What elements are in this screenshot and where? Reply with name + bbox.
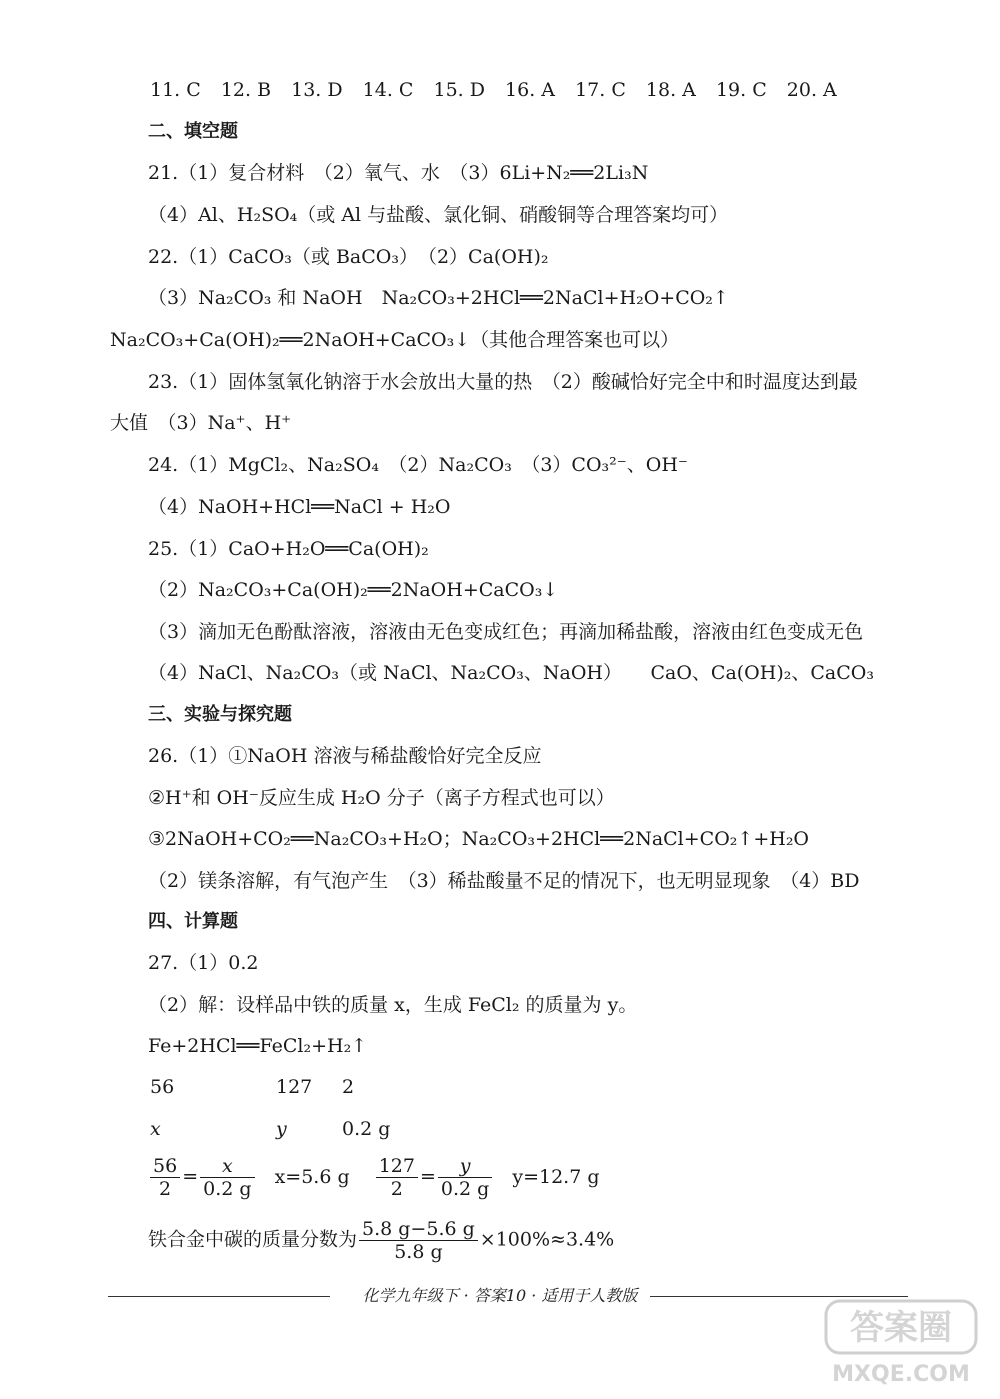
carbon-fraction-label: 铁合金中碳的质量分数为 <box>148 1228 358 1251</box>
molar-mass-fecl2: 127 <box>276 1076 313 1098</box>
answer-line-22c: Na₂CO₃+Ca(OH)₂══2NaOH+CaCO₃↓（其他合理答案也可以） <box>110 329 680 351</box>
equals-sign: = <box>182 1165 199 1188</box>
unknown-x: x <box>150 1118 161 1140</box>
answer-line-27b: （2）解：设样品中铁的质量 x，生成 FeCl₂ 的质量为 y。 <box>148 994 638 1016</box>
answer-line-26a: 26.（1）①NaOH 溶液与稀盐酸恰好完全反应 <box>148 745 542 767</box>
unknown-y: y <box>276 1118 287 1140</box>
answer-line-27a: 27.（1）0.2 <box>148 952 259 974</box>
fraction-numerator: 56 <box>150 1155 180 1178</box>
answer-line-22a: 22.（1）CaCO₃（或 BaCO₃） （2）Ca(OH)₂ <box>148 246 549 268</box>
fraction-denominator: 5.8 g <box>394 1241 443 1263</box>
mc-answer: 15. D <box>433 79 485 101</box>
watermark-url: MXQE.COM <box>832 1362 970 1387</box>
section-heading-calc: 四、计算题 <box>148 911 238 932</box>
answer-line-25c: （3）滴加无色酚酞溶液，溶液由无色变成红色；再滴加稀盐酸，溶液由红色变成无色 <box>148 621 864 643</box>
answer-line-24a: 24.（1）MgCl₂、Na₂SO₄ （2）Na₂CO₃ （3）CO₃²⁻、OH⁻ <box>148 454 688 476</box>
section-heading-experiment: 三、实验与探究题 <box>148 704 292 725</box>
answer-line-22b: （3）Na₂CO₃ 和 NaOH Na₂CO₃+2HCl══2NaCl+H₂O+CO₂↑ <box>148 287 729 309</box>
answer-line-26b: ②H⁺和 OH⁻反应生成 H₂O 分子（离子方程式也可以） <box>148 787 615 809</box>
h2-mass: 0.2 g <box>342 1118 391 1140</box>
watermark-text: 答案圈 <box>850 1308 952 1348</box>
fraction-numerator: y <box>438 1155 492 1178</box>
mc-answer: 12. B <box>220 79 272 101</box>
result-x: x=5.6 g <box>274 1165 350 1188</box>
fraction <box>150 1155 180 1200</box>
fraction-denominator: 2 <box>159 1178 172 1200</box>
fraction-denominator: 0.2 g <box>440 1178 490 1200</box>
mc-answer: 11. C <box>150 79 201 101</box>
page-footer: 化学九年级下 · 答案10 · 适用于人教版 <box>362 1286 638 1305</box>
result-y: y=12.7 g <box>512 1165 600 1188</box>
fraction-denominator: 2 <box>390 1178 403 1200</box>
molar-mass-h2: 2 <box>342 1076 355 1098</box>
fraction <box>359 1218 478 1263</box>
fraction-numerator: 127 <box>376 1155 418 1178</box>
mc-answer: 13. D <box>291 79 343 101</box>
fraction <box>438 1155 492 1200</box>
carbon-fraction-result: ×100%≈3.4% <box>479 1228 615 1251</box>
proportion-row <box>148 1155 600 1200</box>
answer-line-23b: 大值 （3）Na⁺、H⁺ <box>110 412 292 434</box>
mc-answer: 20. A <box>786 79 837 101</box>
answer-line-25d: （4）NaCl、Na₂CO₃（或 NaCl、Na₂CO₃、NaOH） CaO、Ca(OH)₂、CaCO₃ <box>148 662 874 684</box>
answer-line-26c: ③2NaOH+CO₂══Na₂CO₃+H₂O；Na₂CO₃+2HCl══2NaCl+CO₂↑+H₂O <box>148 828 810 850</box>
answer-line-24b: （4）NaOH+HCl══NaCl + H₂O <box>148 496 451 518</box>
fraction-numerator: 5.8 g−5.6 g <box>359 1218 478 1241</box>
mc-answer: 18. A <box>645 79 696 101</box>
equation-iron-hcl: Fe+2HCl══FeCl₂+H₂↑ <box>148 1035 368 1057</box>
answer-line-25a: 25.（1）CaO+H₂O══Ca(OH)₂ <box>148 538 429 560</box>
mc-answer: 16. A <box>505 79 556 101</box>
answer-line-21b: （4）Al、H₂SO₄（或 Al 与盐酸、氯化铜、硝酸铜等合理答案均可） <box>148 204 729 226</box>
fraction-denominator: 0.2 g <box>203 1178 252 1200</box>
watermark-logo <box>818 1299 988 1389</box>
mc-answers-row <box>150 77 851 103</box>
answer-line-23a: 23.（1）固体氢氧化钠溶于水会放出大量的热 （2）酸碱恰好完全中和时温度达到最 <box>148 371 858 393</box>
molar-mass-fe: 56 <box>150 1076 175 1098</box>
mc-answer: 14. C <box>362 79 414 101</box>
fraction <box>376 1155 418 1200</box>
carbon-fraction-row <box>148 1218 614 1263</box>
watermark-logo-icon <box>818 1299 988 1389</box>
mc-answer: 19. C <box>715 79 767 101</box>
equals-sign: = <box>419 1165 436 1188</box>
answer-line-26d: （2）镁条溶解，有气泡产生 （3）稀盐酸量不足的情况下，也无明显现象 （4）BD <box>148 870 860 892</box>
answer-line-21a: 21.（1）复合材料 （2）氧气、水 （3）6Li+N₂══2Li₃N <box>148 162 649 184</box>
fraction-numerator: x <box>200 1155 254 1178</box>
section-heading-fill: 二、填空题 <box>148 121 238 142</box>
answer-line-25b: （2）Na₂CO₃+Ca(OH)₂══2NaOH+CaCO₃↓ <box>148 579 559 601</box>
mc-answer: 17. C <box>575 79 626 101</box>
fraction <box>200 1155 254 1200</box>
